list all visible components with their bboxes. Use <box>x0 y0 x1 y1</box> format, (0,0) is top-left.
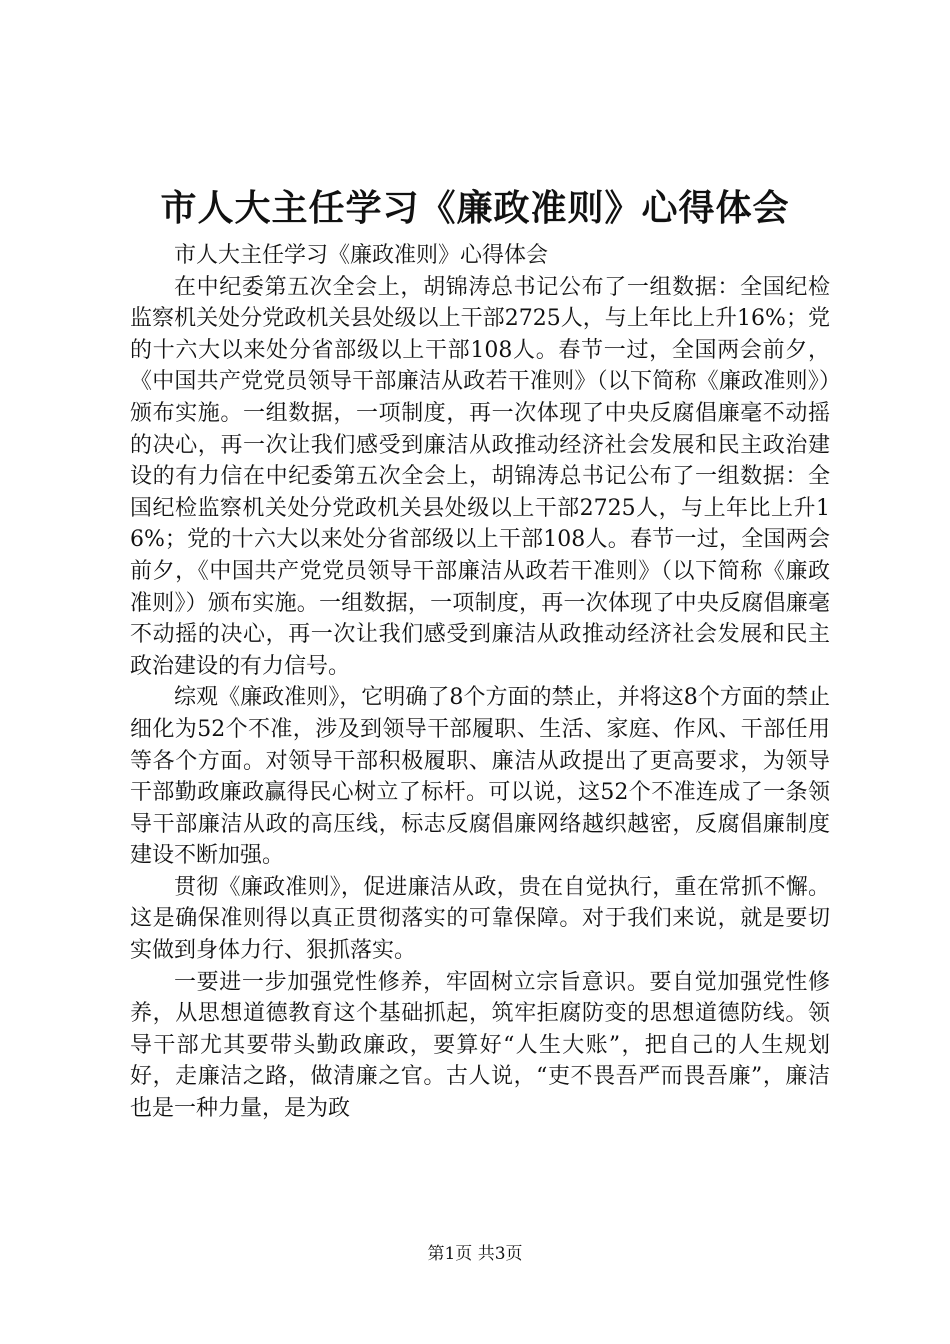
paragraph-1: 在中纪委第五次全会上，胡锦涛总书记公布了一组数据：全国纪检监察机关处分党政机关县处级以上干部2725人，与上年比上升16%；党的十六大以来处分省部级以上干部108人。春节一过，全国两会前夕，《中国共产党党员领导干部廉洁从政若干准则》（以下简称《廉政准则》）颁布实施。一组数据，一项制度，再一次体现了中央反腐倡廉毫不动摇的决心，再一次让我们感受到廉洁从政推动经济社会发展和民主政治建设的有力信在中纪委第五次全会上，胡锦涛总书记公布了一组数据：全国纪检监察机关处分党政机关县处级以上干部2725人，与上年比上升16%；党的十六大以来处分省部级以上干部108人。春节一过，全国两会前夕，《中国共产党党员领导干部廉洁从政若干准则》（以下简称《廉政准则》）颁布实施。一组数据，一项制度，再一次体现了中央反腐倡廉毫不动摇的决心，再一次让我们感受到廉洁从政推动经济社会发展和民主政治建设的有力信号。 <box>130 274 830 679</box>
paragraph-4: 一要进一步加强党性修养，牢固树立宗旨意识。要自觉加强党性修养，从思想道德教育这个基础抓起，筑牢拒腐防变的思想道德防线。领导干部尤其要带头勤政廉政，要算好“人生大账”，把自己的人生规划好，走廉洁之路，做清廉之官。古人说，“吏不畏吾严而畏吾廉”，廉洁也是一种力量，是为政 <box>130 969 830 1122</box>
document-title: 市人大主任学习《廉政准则》心得体会 <box>160 187 790 229</box>
page-number: 第1页 共3页 <box>427 1244 523 1264</box>
paragraph-2: 综观《廉政准则》，它明确了8个方面的禁止，并将这8个方面的禁止细化为52个不准，涉及到领导干部履职、生活、家庭、作风、干部任用等各个方面。对领导干部积极履职、廉洁从政提出了更高要求，为领导干部勤政廉政赢得民心树立了标杆。可以说，这52个不准连成了一条领导干部廉洁从政的高压线，标志反腐倡廉网络越织越密，反腐倡廉制度建设不断加强。 <box>130 685 830 869</box>
paragraph-3: 贯彻《廉政准则》，促进廉洁从政，贵在自觉执行，重在常抓不懈。这是确保准则得以真正贯彻落实的可靠保障。对于我们来说，就是要切实做到身体力行、狠抓落实。 <box>130 874 830 964</box>
document-body <box>130 240 830 1125</box>
paragraph-subtitle: 市人大主任学习《廉政准则》心得体会 <box>174 243 549 268</box>
